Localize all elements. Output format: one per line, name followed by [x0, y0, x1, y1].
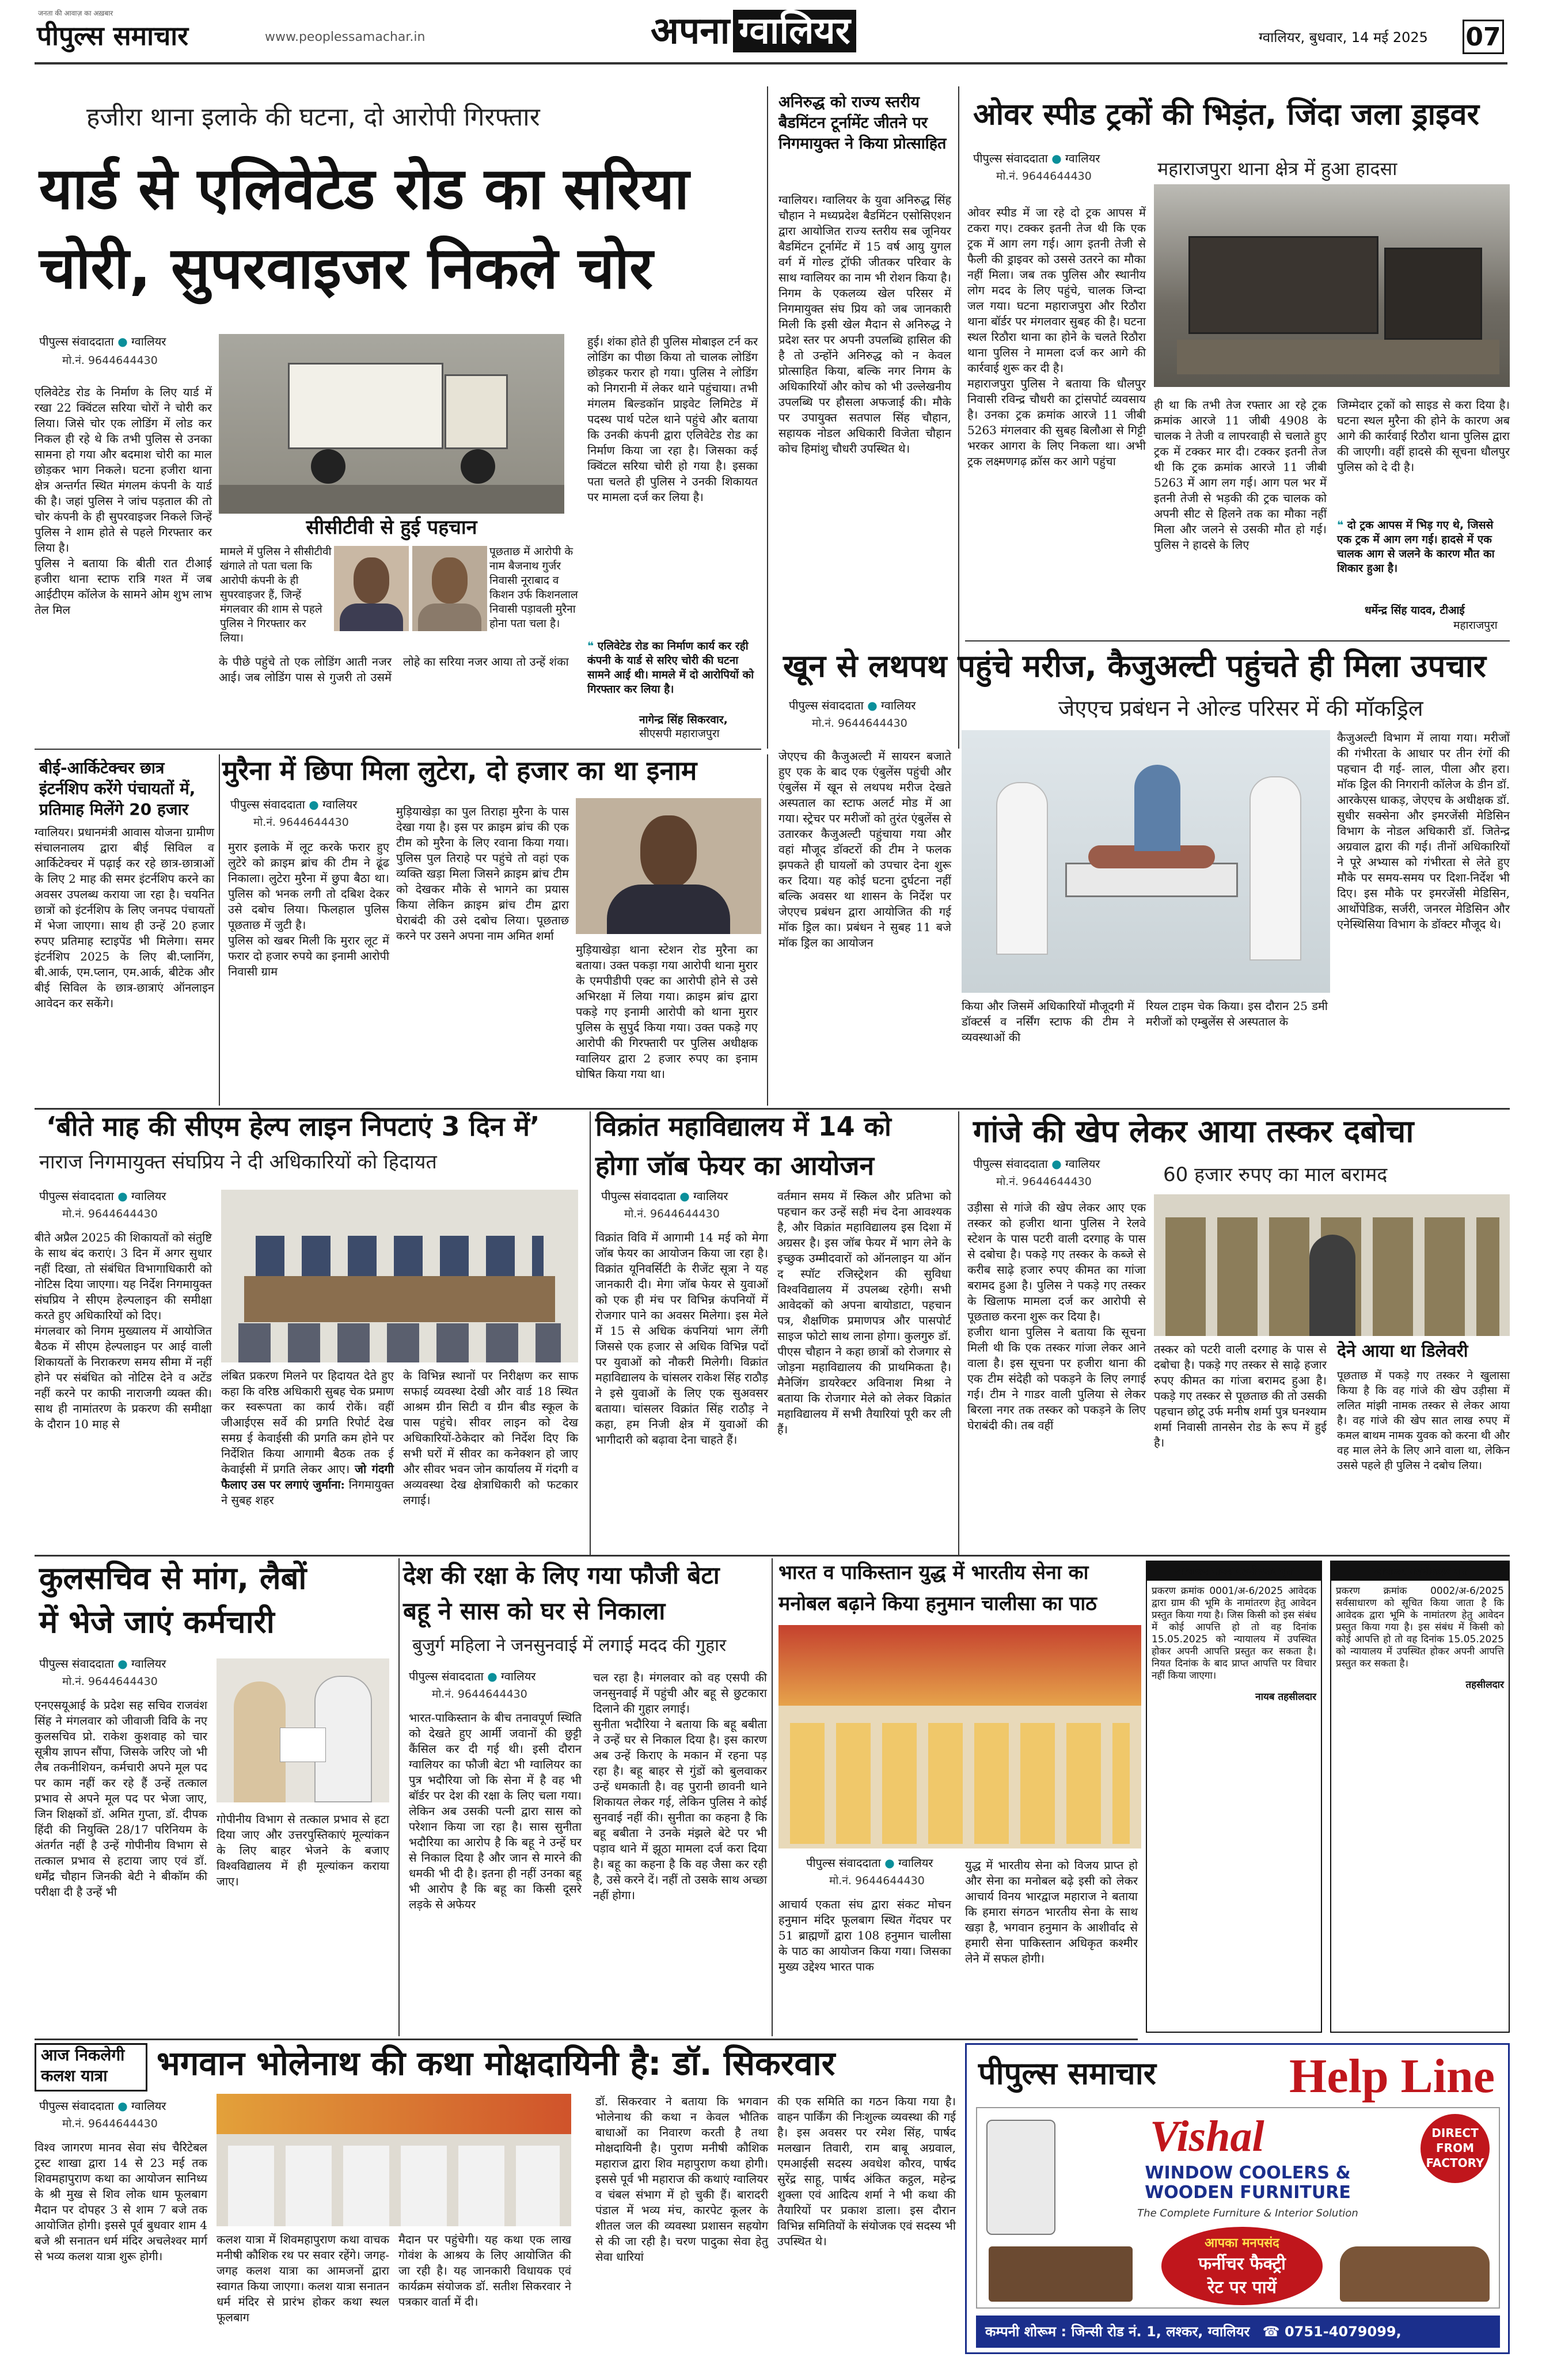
story3-col3: जिम्मेदार ट्रकों को साइड से करा दिया है। घटना स्थल मुरैना की होने के कारण अब आगे की कार्रवाई रिठौरा थाना पुलिस द्वारा की जाएगी। वहीं हादसे की सूचना धौलपुर पुलिस को दे दी है। [1337, 398, 1510, 474]
story5-col1: मुरार इलाके में लूट करके फरार हुए लुटेरे को क्राइम ब्रांच की टीम ने ढूंढ निकाला। लुटेरा मुरैना में छुपा बैठा था। पुलिस को भनक लगी तो दबिश देकर उसे दबोच लिया। फिलहाल पुलिस पूछताछ में जुटी है। पुलिस को खबर मिली कि मुरार लूट में फरार दो हजार रुपये का इनामी आरोपी निवासी ग्राम [228, 840, 389, 978]
vertical-rule [767, 754, 768, 1106]
story9-col1: उड़ीसा से गांजे की खेप लेकर आए एक तस्कर को हजीरा थाना पुलिस ने रेलवे स्टेशन के पास पटरी वाली दरगाह के पास से दबोचा है। पकड़े गए तस्कर के कब्जे से करीब साढ़े हजार रुपए कीमत का गांजा बरामद हुआ है। पुलिस ने पकड़े गए तस्कर के खिलाफ मामला दर्ज कर आरोपी से पूछताछ करना शुरू कर दिया है। हजीरा थाना पुलिस ने बताया कि सूचना मिली थी कि एक तस्कर गांजा लेकर आने वाला है। इस सूचना पर हजीरा थाना की एक टीम संदेही को पकड़ने के लिए लगाई गई। टीम ने गाडर वाली पुलिया से लेकर बिरला नगर तक तस्कर को पकड़ने के लिए घेराबंदी की। तब वहीं [967, 1201, 1146, 1432]
conference-table [244, 1276, 555, 1322]
fan-icon [986, 2120, 1055, 2235]
brand-name: Vishal [1150, 2112, 1264, 2161]
byline-place: ग्वालियर [693, 1189, 728, 1203]
notice-signature: नायब तहसीलदार [1255, 1691, 1316, 1703]
story9-mobile: मो.नं. 9644644430 [996, 1175, 1092, 1188]
helpline-phone[interactable]: 0751-4079099, 6269676261 [976, 2324, 1402, 2372]
masthead-rule [35, 62, 1507, 64]
legal-notice-left [1146, 1561, 1322, 2033]
story3-subhead: महाराजपुरा थाना क्षेत्र में हुआ हादसा [1157, 158, 1397, 180]
story1-quote [587, 639, 758, 708]
legal-notice-right [1330, 1561, 1510, 2033]
byline-reporter: पीपुल्स संवाददाता [39, 335, 114, 348]
story13-col2: कलश यात्रा में शिवमहापुराण कथा वाचक मनीषी कौशिक रथ पर सवार रहेंगे। जगह-जगह कलश यात्रा का आमजनों द्वारा स्वागत किया जाएगा। कलश यात्रा सनातन धर्म मंदिर से प्रारंभ होकर कथा स्थल फूलबाग [217, 2233, 389, 2324]
truck-wheel [311, 449, 345, 484]
doctor [1249, 776, 1301, 961]
story11-col1: भारत-पाकिस्तान के बीच तनावपूर्ण स्थिति को देखते हुए आर्मी जवानों की छुट्टी कैंसिल कर दी गई थी। इसी दौरान ग्वालियर का फौजी बेटा भी ग्वालियर का पुत्र भदौरिया जो कि सेना में है वह भी बॉर्डर पर देश की रक्षा के लिए चला गया। लेकिन अब उसकी पत्नी द्वारा सास को परेशान किया जा रहा है। सास सुनीता भदौरिया का आरोप है कि बहू ने उन्हें घर से निकाल दिया है और जान से मारने की धमकी भी दी है। इतना ही नहीं उनका बहू भी आरोप है कि बहू का किसी दूसरे लड़के से अफेयर [409, 1711, 582, 1911]
helpline-address: कम्पनी शोरूम : जिन्सी रोड नं. 1, लश्कर, ग्वालियर [985, 2324, 1250, 2340]
story10-col2: गोपीनीय विभाग से तत्काल प्रभाव से हटा दिया जाए और उत्तरपुस्तिकाएं मूल्यांकन के लिए बाहर भेजने के बजाए विश्वविद्यालय में ही मूल्यांकन कराया जाए। [217, 1812, 389, 1888]
story12-col1: आचार्य एकता संघ द्वारा संकट मोचन हनुमान मंदिर फूलबाग स्थित गेंदघर पर 51 ब्राह्मणों द्वारा 108 हनुमान चालीसा के पाठ का आयोजन किया गया। जिसका मुख्य उद्देश्य भारत पाक [778, 1897, 951, 1973]
story1-col4: हुई। शंका होते ही पुलिस मोबाइल टर्न कर लोडिंग का पीछा किया तो चालक लोडिंग छोड़कर फरार हो गया। पुलिस ने लोडिंग को निगरानी में लेकर थाने पहुंचाया। तभी मंगलम बिल्डकॉन प्राइवेट लिमिटेड में पदस्थ पार्थ पटेल थाने पहुंचे और बताया कि उनकी कंपनी द्वारा एलिवेटेड रोड का निर्माण किया जा रहा है। जिसका कई क्विंटल सरिया चोरी हो गया है। इसका पता चलते ही पुलिस ने उनकी शिकायत पर मामला दर्ज कर लिया है। [587, 335, 758, 504]
story7-col3: के विभिन्न स्थानों पर निरीक्षण कर साफ सफाई व्यवस्था देखी और वार्ड 18 स्थित आश्रम ग्रीन सिटी व ग्रीन बीड स्कूल के पास पहुंचे। सीवर लाइन को देख अधिकारियों-ठेकेदार को निर्देश दिए कि सभी घरों में सीवर का कनेक्शन हो जाए और सीवर भवन जोन कार्यालय में गंदगी व अव्यवस्था देख क्षेत्राधिकारी को फटकार लगाई। [403, 1369, 578, 1507]
story13-col3: मैदान पर पहुंचेगी। यह कथा एक लाख गोवंश के आश्रय के लिए आयोजित की जा रही है। यह जानकारी विधायक एवं कार्यक्रम संयोजक डॉ. सतीश सिकरवार ने पत्रकार वार्ता में दी। [398, 2233, 571, 2309]
story2-headline: अनिरुद्ध को राज्य स्तरीय बैडमिंटन टूर्नामेंट जीतने पर निगमायुक्त ने किया प्रोत्साहित [778, 93, 947, 153]
story3-bottom-rule [965, 640, 1510, 642]
byline-reporter: पीपुल्स संवाददाता [973, 1157, 1048, 1171]
attendees-row [238, 1323, 561, 1362]
story5-mobile: मो.नं. 9644644430 [253, 816, 349, 829]
vertical-rule [219, 754, 220, 1106]
story1-col1: एलिवेटेड रोड के निर्माण के लिए यार्ड में रखा 22 क्विंटल सरिया चोरों ने चोरी कर लिया। जिसे चोर एक लोडिंग में लोड कर निकल ही रहे थे कि तभी पुलिस से उनका सामना हो गया और बदमाश चोरी का माल छोड़कर भाग निकले। घटना हजीरा थाना क्षेत्र अन्तर्गत स्थित मंगलम कंपनी के यार्ड की है। जहां पुलिस ने जांच पड़ताल की तो चोर कंपनी के ही सुपरवाइजर निकले जिन्हें पुलिस ने शाम होते से पहले गिरफ्तार कर लिया है। पुलिस ने बताया कि बीती रात टीआई हजीरा थाना स्टाफ रात्रि गश्त में जब आईटीएम कॉलेज के सामने ओम शुभ लाभ तेल मिल [35, 385, 212, 617]
truck-wheel [461, 449, 495, 484]
person [234, 1681, 286, 1802]
notice-body: प्रकरण क्रमांक 0001/अ-6/2025 आवेदक द्वारा ग्राम की भूमि के नामांतरण हेतु आवेदन प्रस्तुत किया गया है। जिस किसी को इस संबंध में कोई आपत्ति हो तो वह दिनांक 15.05.2025 को न्यायालय में उपस्थित होकर अपनी आपत्ति प्रस्तुत कर सकता है। नियत दिनांक के बाद प्राप्त आपत्ति पर विचार नहीं किया जाएगा। [1152, 1585, 1316, 1681]
story12-hanuman-chalisa-photo [778, 1625, 1141, 1848]
story3-col1: ओवर स्पीड में जा रहे दो ट्रक आपस में टकरा गए। टक्कर इतनी तेज थी कि एक ट्रक में आग लग गई। आग इतनी तेजी से फैली की ड्राइवर को उससे उतरने का मौका नहीं मिला। जब तक पुलिस और स्थानीय लोग मदद के लिए पहुंचे, चालक जिन्दा जल गया। घटना महाराजपुरा और रिठौरा थाना बॉर्डर पर मंगलवार सुबह की है। घटना स्थल रिठौरा थाना का होने के चलते रिठौरा थाना पुलिस ने मामला दर्ज कर आगे की कार्रवाई शुरू कर दी है। महाराजपुरा पुलिस ने बताया कि धौलपुर निवासी रविन्द्र चौधरी का ट्रांसपोर्ट व्यवसाय है। उनका ट्रक क्रमांक आरजे 11 जीबी 5263 मंगलवार की सुबह बिलौआ से गिट्टी भरकर आगरा के लिए निकला था। अभी ट्रक लक्ष्मणगढ़ क्रॉस कर आगे पहुंचा [967, 206, 1146, 468]
story10-headline-1: कुलसचिव से मांग, लैबों [39, 1560, 307, 1596]
story12-headline-1: भारत व पाकिस्तान युद्ध में भारतीय सेना का [778, 1561, 1089, 1584]
story10-mobile: मो.नं. 9644644430 [62, 1675, 158, 1688]
story9-headline: गांजे की खेप लेकर आया तस्कर दबोचा [973, 1113, 1414, 1149]
notice-body: प्रकरण क्रमांक 0002/अ-6/2025 सर्वसाधारण को सूचित किया जाता है कि आवेदक द्वारा भूमि के नामांतरण हेतु आवेदन प्रस्तुत किया गया है। इस संबंध में किसी को कोई आपत्ति हो तो वह दिनांक 15.05.2025 को न्यायालय में उपस्थित होकर अपनी आपत्ति प्रस्तुत कर सकता है। [1336, 1585, 1504, 1669]
byline-place: ग्वालियर [1065, 151, 1100, 165]
page-number: 07 [1463, 20, 1504, 54]
story3-col2: ही था कि तभी तेज रफ्तार आ रहे ट्रक क्रमांक आरजे 11 जीबी 4908 के चालक ने तेजी व लापरवाही से चलाते हुए ट्रक में टक्कर मार दी। टक्कर इतनी तेज थी कि ट्रक क्रमांक आरजे 11 जीबी 5263 में आग लग गई। आग पल भर में इतनी तेजी से भड़की की ट्रक चालक को अपनी सीट से हिलने तक का मौका नहीं मिला और जलने से उसकी मौत हो गई। पुलिस ने हादसे के लिए [1154, 398, 1327, 552]
story12-headline-2: मनोबल बढ़ाने किया हनुमान चालीसा का पाठ [778, 1592, 1097, 1615]
story3-byline: पीपुल्स संवाददाता ● ग्वालियर [973, 151, 1100, 165]
story1-photo-caption: सीसीटीवी से हुई पहचान [219, 514, 564, 541]
story9-police-photo [1154, 1194, 1510, 1336]
furniture-icon [989, 2246, 1133, 2302]
burnt-truck-body [1188, 236, 1378, 334]
truck-body [288, 363, 443, 449]
byline-place: ग्वालियर [131, 2099, 166, 2113]
story11-subhead: बुजुर्ग महिला ने जनसुनवाई में लगाई मदद की गुहार [412, 1635, 727, 1656]
story6-subhead: जेएएच प्रबंधन ने ओल्ड परिसर में की मॉकड्रिल [1058, 696, 1423, 721]
offer-line-1: आपका मनपसंद [1205, 2236, 1279, 2250]
story13-press-photo [217, 2094, 571, 2226]
story11-col2: चल रहा है। मंगलवार को वह एसपी की जनसुनवाई में पहुंची और बहू से छुटकारा दिलाने की गुहार लगाई। सुनीता भदौरिया ने बताया कि बहू बबीता ने उन्हें घर से निकाल दिया है। इस कारण अब उन्हें किराए के मकान में रहना पड़ रहा है। बहू बाहर से गुंडों को बुलवाकर उन्हें धमकाती है। वह पुरानी छावनी थाने शिकायत लेकर गई, लेकिन पुलिस ने कोई सुनवाई नहीं की। सुनीता का कहना है कि बहू बबीता ने उनके मंझले बेटे पर भी पड़ाव थाने में झूठा मामला दर्ज करा दिया है। बहू का कहना है कि वह जैसा कर रही है, उसे करने दें। नहीं तो उसके साथ अच्छा नहीं होगा। [593, 1671, 767, 1902]
story9-subhead: 60 हजार रुपए का माल बरामद [1163, 1163, 1388, 1186]
row-rule [35, 2039, 1138, 2040]
story11-headline-2: बहू ने सास को घर से निकाला [403, 1597, 666, 1625]
story1-inset-left: मामले में पुलिस ने सीसीटीवी खंगाले तो पता चला कि आरोपी कंपनी के ही सुपरवाइजर हैं, जिन्हें मंगलवार की शाम से पहले पुलिस ने गिरफ्तार कर लिया। [220, 545, 332, 644]
story1-inset-right: पूछताछ में आरोपी के नाम बैजनाथ गुर्जर निवासी नूराबाद व किशन उर्फ किशनलाल निवासी पड़ावली मुरैना होना पता चला है। [489, 545, 578, 630]
byline-reporter: पीपुल्स संवाददाता [230, 798, 305, 811]
temple-backdrop [778, 1625, 1141, 1706]
suspect-photo-2 [412, 546, 487, 631]
website-link[interactable]: www.peoplessamachar.in [265, 30, 426, 44]
story9-col2: तस्कर को पटरी वाली दरगाह के पास से दबोचा है। पकड़े गए तस्कर से साढ़े हजार रुपए कीमत का गांजा बरामद हुआ है। पकड़े गए तस्कर से पूछताछ की तो उसकी पहचान छोटू उर्फ मनीष शर्मा पुत्र घनश्याम शर्मा निवासी तानसेन रोड के रूप में हुई है। [1154, 1342, 1327, 1449]
suspect-photo-1 [334, 546, 409, 631]
story13-kicker-1: आज निकलेगी [41, 2045, 125, 2064]
offer-burst [1161, 2227, 1323, 2305]
story4-headline-3: प्रतिमाह मिलेंगे 20 हजार [39, 800, 189, 819]
attendees-row [256, 1236, 544, 1276]
truck-cabin [445, 374, 508, 449]
helpline-inner-box [976, 2107, 1500, 2309]
notice-signature: तहसीलदार [1465, 1679, 1504, 1691]
notice-title: न्यायालय तहसीलदार वृत्त [1331, 1562, 1509, 1581]
story13-col5: की एक समिति का गठन किया गया है। वाहन पार्किंग की निःशुल्क व्यवस्था की गई है। इस अवसर पर रमेश सिंह, पार्षद मलखान तिवारी, राम बाबू अग्रवाल, एमआईसी सदस्य अवधेश कौरव, पार्षद सुरेंद्र साहू, पार्षद अंकित कट्ठल, महेन्द्र शुक्ला एवं आदित्य शर्मा ने भी कथा की तैयारियों पर प्रकाश डाला। इस दौरान विभिन्न समितियों के संयोजक एवं सदस्य भी उपस्थित थे। [777, 2094, 956, 2248]
story11-byline: पीपुल्स संवाददाता ● ग्वालियर [409, 1669, 536, 1683]
section-title [651, 8, 939, 54]
row-rule [35, 1555, 1510, 1557]
story3-mobile: मो.नं. 9644644430 [996, 170, 1092, 183]
story8-col2: वर्तमान समय में स्किल और प्रतिभा को पहचान कर उन्हें सही मंच देना आवश्यक है, और विक्रांत महाविद्यालय इस दिशा में अग्रसर है। इस जॉब फेयर में भाग लेने के इच्छुक उम्मीदवारों को ऑनलाइन या ऑन द स्पॉट रजिस्ट्रेशन की सुविधा विश्वविद्यालय में उपलब्ध रहेगी। सभी आवेदकों को अपना बायोडाटा, पहचान पत्र, शैक्षणिक प्रमाणपत्र और पासपोर्ट साइज फोटो साथ लाना होगा। कुलगुरु डॉ. पीएस चौहान ने कहा छात्रों को रोजगार से जोड़ना महाविद्यालय की प्राथमिकता है। मैनेजिंग डायरेक्टर अविनाश मिश्रा ने बताया कि रोजगार मेले को लेकर विक्रांत महाविद्यालय में सभी तैयारियां पूरी कर ली हैं। [777, 1189, 951, 1436]
masthead [0, 0, 1542, 64]
story10-memorandum-photo [217, 1658, 389, 1802]
story2-body: ग्वालियर। ग्वालियर के युवा अनिरुद्ध सिंह चौहान ने मध्यप्रदेश बैडमिंटन एसोसिएशन द्वारा आयोजित राज्य स्तरीय सब जूनियर बैडमिंटन टूर्नामेंट में 15 वर्ष आयु युगल वर्ग में गोल्ड ट्रॉफी जीतकर परिवार के साथ ग्वालियर का नाम भी रोशन किया है। निगम के एकलव्य खेल परिसर में निगमायुक्त संघ प्रिय को जब जानकारी मिली कि इसी खेल मैदान से अनिरुद्ध ने प्रदेश स्तर पर अपनी उपलब्धि हासिल की है तो उन्होंने अनिरुद्ध को न केवल प्रोत्साहित किया, बल्कि नगर निगम के अधिकारियों और कोच को भी उल्लेखनीय उपलब्धि पर हौसला अफजाई की। मौके पर उपायुक्त सतपाल सिंह चौहान, सहायक नोडल अधिकारी विजेता चौहान कोच हिमांशु चौधरी उपस्थित थे। [778, 193, 951, 455]
story3-headline: ओवर स्पीड ट्रकों की भिड़ंत, जिंदा जला ड्राइवर [973, 97, 1479, 132]
shoulders [340, 603, 403, 631]
story8-headline-1: विक्रांत महाविद्यालय में 14 को [595, 1111, 891, 1142]
story12-byline: पीपुल्स संवाददाता ● ग्वालियर [806, 1856, 933, 1870]
paper-logo: पीपुल्स समाचार [37, 20, 189, 51]
story7-col2-text: लंबित प्रकरण मिलने पर हिदायत देते हुए कहा कि वरिष्ठ अधिकारी सुबह चेक प्रमाण कर स्वरूपता का कार्य रोकें। वहीं जीआईएस सर्वे की प्रगति रिपोर्ट देख समग्र ई केवाईसी की प्रगति कम होने पर निर्देशित किया आगामी बैठक तक ई केवाईसी में प्रगति लेकर आए। [221, 1369, 394, 1476]
helpline-title: Help Line [1289, 2049, 1495, 2103]
story13-headline: भगवान भोलेनाथ की कथा मोक्षदायिनी है: डॉ. सिकरवार [157, 2044, 835, 2083]
accused-figure [1309, 1235, 1355, 1336]
row-rule [35, 1108, 1510, 1110]
byline-place: ग्वालियर [898, 1856, 933, 1870]
story6-col4: कैजुअल्टी विभाग में लाया गया। मरीजों की गंभीरता के आधार पर तीन रंगों की पहचान दी गई- लाल, पीला और हरा। मॉक ड्रिल की निगरानी कॉलेज के डीन डॉ. आरकेएस धाकड़, जेएएच के अधीक्षक डॉ. सुधीर सक्सेना और इमरजेंसी मेडिसिन विभाग के नोडल अधिकारी डॉ. जितेन्द्र अग्रवाल द्वारा की गई। तीनों अधिकारियों ने पूरे अभ्यास को गंभीरता से लेते हुए मौके पर समय-समय पर दिशा-निर्देश भी दिए। इस मौके पर इमरजेंसी मेडिसिन, आर्थोपेडिक, सर्जरी, जनरल मेडिसिन और एनेस्थिसिया विभाग के डॉक्टर मौजूद थे। [1337, 731, 1510, 931]
offer-line-2: फर्नीचर फैक्ट्री [1198, 2254, 1286, 2274]
face [640, 815, 697, 888]
vertical-rule [958, 1111, 959, 1555]
story9-sidebar-body: पूछताछ में पकड़े गए तस्कर ने खुलासा किया है कि वह गांजे की खेप उड़ीसा में ललित मांझी नामक तस्कर से लेकर आया है। वह गांजे की खेप सात लाख रुपए में कमल बाथम नामक युवक को करना थी और वह माल लेने के लिए आने वाला था, लेकिन उससे पहले ही पुलिस ने दबोच लिया। [1337, 1369, 1510, 1472]
story5-accused-photo [576, 798, 761, 934]
story12-col2: युद्ध में भारतीय सेना को विजय प्राप्त हो और सेना का मनोबल बढ़े इसी को लेकर आचार्य विनय भारद्वाज महाराज ने बताया कि हमारा संगठन भारतीय सेना के साथ खड़ा है, भगवान हनुमान के आशीर्वाद से हमारी सेना पाकिस्तान अधिकृत कश्मीर लेने में सफल होगी। [965, 1858, 1138, 1965]
brand-tagline: The Complete Furniture & Interior Solution [1137, 2207, 1358, 2219]
offer-line-3: रेट पर पायें [1207, 2277, 1277, 2298]
helpline-address-bar [976, 2316, 1500, 2372]
byline-place: ग्वालियर [131, 1189, 166, 1203]
story1-below-photo: के पीछे पहुंचे तो एक लोडिंग आती नजर आई। जब लोडिंग पास से गुजरी तो उसमें लोहे का सरिया नजर आया तो उन्हें शंका [219, 655, 569, 684]
story11-headline-1: देश की रक्षा के लिए गया फौजी बेटा [403, 1561, 720, 1589]
story5-col3: मुड़ियाखेड़ा थाना स्टेशन रोड मुरैना का बताया। उक्त पकड़ा गया आरोपी थाना मुरार के एमपीडीपी एक्ट का आरोपी होने से उसे अभिरक्षा में लिया गया। क्राइम ब्रांच द्वारा पकड़े गए इनामी आरोपी को थाना मुरार पुलिस के सुपुर्द किया गया। उक्त पकड़े गए आरोपी की गिरफ्तारी पर पुलिस अधीक्षक ग्वालियर द्वारा 2 हजार रुपए का इनाम घोषित किया गया था। [576, 943, 758, 1081]
face [354, 557, 389, 603]
doctor [996, 782, 1048, 955]
story8-col1: विक्रांत विवि में आगामी 14 मई को मेगा जॉब फेयर का आयोजन किया जा रहा है। विक्रांत यूनिवर्सिटी के रीजेंट सूत्रा ने यह जानकारी दी। मेगा जॉब फेयर से युवाओं को एक ही मंच पर विभिन्न कंपनियों में रोजगार पाने का अवसर मिलेगा। इस मेले में 15 से अधिक कंपनियां भाग लेंगी जिससे एक हजार से अधिक विभिन्न पदों पर युवाओं को नौकरी मिलेगी। विक्रांत महाविद्यालय के चांसलर राकेश सिंह राठौड़ ने इसे युवाओं के लिए एक सुअवसर बताया। चांसलर विक्रांत सिंह राठौड़ ने कहा, हम निजी क्षेत्र में युवाओं की भागीदारी को बढ़ावा देना चाहते हैं। [595, 1231, 768, 1447]
story6-headline: खून से लथपथ पहुंचे मरीज, कैजुअल्टी पहुंचते ही मिला उपचार [783, 648, 1486, 684]
story5-headline: मुरैना में छिपा मिला लुटेरा, दो हजार का था इनाम [222, 755, 697, 786]
story3-quote [1337, 518, 1510, 593]
story6-byline: पीपुल्स संवाददाता ● ग्वालियर [789, 699, 916, 712]
story13-kicker-2: कलश यात्रा [41, 2066, 108, 2086]
quote-mark: ❝ [1337, 519, 1344, 532]
story3-burnt-truck-photo [1154, 184, 1510, 387]
speakers-row [228, 2146, 560, 2226]
story6-col1: जेएएच की कैजुअल्टी में सायरन बजाते हुए एक के बाद एक एंबुलेंस पहुंची और एंबुलेंस में खून से लथपथ मरीज देखते अस्पताल का स्टाफ अलर्ट मोड में आ गया। स्ट्रेचर पर मरीजों को तुरंत एंबुलेंस से उतारकर कैजुअल्टी पहुंचाया गया और वहां मौजूद डॉक्टरों की टीम ने फलक झपकते ही घायलों को उपचार देना शुरू कर दिया। यह कोई घटना दुर्घटना नहीं बल्कि अवसर था शासन के निर्देश पर जेएएच प्रबंधन द्वारा आयोजित की गई मॉक ड्रिल का। प्रबंधन ने सुबह 11 बजे मॉक ड्रिल का आयोजन [778, 749, 951, 950]
story1-bottom-rule [35, 749, 761, 750]
nurse [1134, 765, 1180, 851]
byline-reporter: पीपुल्स संवाददाता [39, 1657, 114, 1671]
story5-col2: मुड़ियाखेड़ा का पुल तिराहा मुरैना के पास देखा गया है। इस पर क्राइम ब्रांच की एक टीम को मुरैना के लिए रवाना किया गया। पुलिस पुल तिराहे पर पहुंचे तो वहां एक व्यक्ति खड़ा मिला जिसने क्राइम ब्रांच टीम को देखकर मौके से भागने का प्रयास किया लेकिन क्राइम ब्रांच टीम द्वारा घेराबंदी की उसे दबोच लिया। पूछताछ करने पर उसने अपना नाम अमित शर्मा [396, 804, 569, 943]
byline-place: ग्वालियर [501, 1669, 536, 1683]
vertical-rule [590, 1111, 591, 1555]
story13-col4: डॉ. सिकरवार ने बताया कि भगवान भोलेनाथ की कथा न केवल भौतिक बाधाओं का निवारण करती है तथा मोक्षदायिनी है। पुराण मनीषी कौशिक महाराज द्वारा शिव महापुराण कथा होगी। इससे पूर्व भी महाराज की कथाएं ग्वालियर व चंबल संभाग में हो चुकी हैं। बारादरी पंडाल में भव्य मंच, कारपेट कूलर के शीतल जल की व्यवस्था प्रशासन सहयोग से की जा रही है। चरण पादुका सेवा हेतु सेवा धारियां [595, 2094, 768, 2264]
byline-reporter: पीपुल्स संवाददाता [39, 2099, 114, 2113]
paper-tagline: जनता की आवाज़ का अख़बार [38, 9, 113, 17]
sofa-icon [1340, 2246, 1490, 2302]
story10-col1: एनएसयूआई के प्रदेश सह सचिव राजवंश सिंह ने मंगलवार को जीवाजी विवि के नए कुलसचिव प्रो. राकेश कुशवाह को चार सूत्रीय ज्ञापन सौंपा, जिसके जरिए जो भी लैब तकनीशियन, कर्मचारी अपने मूल पद पर काम नहीं कर रहे हैं उन्हें तत्काल प्रभाव से अपने मूल पद पर भेजा जाए, जिन शिक्षकों डॉ. अमित गुप्ता, डॉ. दीपक हिंदी की नियुक्ति 28/17 परिनियम के अंतर्गत नहीं है उन्हें गोपीनीय विभाग से तत्काल प्रभाव से हटाया जाए एवं डॉ. धर्मेंद्र चौहान जिनकी बेटी ने बीकॉम की परीक्षा दी है उन्हें भी [35, 1698, 207, 1899]
factory-badge: DIRECT FROM FACTORY [1421, 2114, 1490, 2183]
story5-byline: पीपुल्स संवाददाता ● ग्वालियर [230, 798, 358, 811]
story9-sidebar-title: देने आया था डिलेवरी [1337, 1341, 1468, 1361]
quote-text: एलिवेटेड रोड का निर्माण कार्य कर रही कंपनी के यार्ड से सरिए चोरी की घटना सामने आई थी। मामले में दो आरोपियों को गिरफ्तार कर लिया है। [587, 640, 754, 696]
byline-place: ग्वालियर [131, 335, 166, 348]
story1-mobile: मो.नं. 9644644430 [62, 354, 158, 367]
story7-meeting-photo [221, 1190, 578, 1362]
story3-quote-role: महाराजपुरा [1453, 619, 1498, 632]
story13-col1: विश्व जागरण मानव सेवा संघ चैरिटेबल ट्रस्ट शाखा द्वारा 14 से 23 मई तक शिवमहापुराण कथा का आयोजन सानिध्य के श्री मुख से शिव लोक धाम फूलबाग मैदान पर दोपहर 3 से शाम 7 बजे तक आयोजित होगी। इससे पूर्व बुधवार शाम 4 बजे श्री सनातन धर्म मंदिर अचलेश्वर मार्ग से भव्य कलश यात्रा शुरू होगी। [35, 2140, 207, 2263]
burnt-truck-cabin [1384, 248, 1482, 340]
story8-byline: पीपुल्स संवाददाता ● ग्वालियर [601, 1189, 728, 1203]
story4-headline-2: इंटर्नशिप करेंगे पंचायतों में, [39, 779, 196, 798]
story8-mobile: मो.नं. 9644644430 [624, 1208, 720, 1220]
story13-kicker-box [35, 2043, 147, 2091]
story3-quote-by: धर्मेन्द्र सिंह यादव, टीआई [1365, 604, 1465, 617]
banner [217, 2094, 571, 2134]
dateline: ग्वालियर, बुधवार, 14 मई 2025 [1259, 29, 1428, 45]
section-name: ग्वालियर [733, 10, 856, 52]
story13-byline: पीपुल्स संवाददाता ● ग्वालियर [39, 2099, 166, 2113]
vertical-rule [772, 1558, 773, 2036]
story1-quote-role: सीएसपी महाराजपुरा [639, 727, 720, 740]
helpline-paper-name: पीपुल्स समाचार [978, 2055, 1156, 2091]
story7-col2 [221, 1368, 394, 1552]
story6-mobile: मो.नं. 9644644430 [812, 717, 907, 730]
story1-headline-1: यार्ड से एलिवेटेड रोड का सरिया [39, 155, 689, 222]
story4-headline-1: बीई-आर्किटेक्चर छात्र [39, 758, 165, 777]
phone-icon: ☎ [1262, 2324, 1280, 2340]
story10-byline: पीपुल्स संवाददाता ● ग्वालियर [39, 1657, 166, 1671]
story7-col2-bold: जो गंदगी फैलाए उस पर लगाएं जुर्माना: [221, 1462, 394, 1491]
story7-subhead: नाराज निगमायुक्त संघप्रिय ने दी अधिकारियों को हिदायत [39, 1151, 437, 1174]
story6-col3: रियल टाइम चेक किया। इस दौरान 25 डमी मरीजों को एम्बुलेंस से अस्पताल के [1146, 999, 1328, 1028]
memorandum-paper [280, 1728, 326, 1762]
story7-col2-rest: निगमायुक्त ने सुबह शहर [221, 1478, 394, 1507]
brand-line: WINDOW COOLERS & WOODEN FURNITURE [1145, 2163, 1351, 2203]
helpline-ad[interactable] [965, 2043, 1510, 2372]
story6-mockdrill-photo [962, 730, 1330, 993]
priests-seated [790, 1723, 1130, 1844]
story9-byline: पीपुल्स संवाददाता ● ग्वालियर [973, 1157, 1100, 1171]
story13-mobile: मो.नं. 9644644430 [62, 2117, 158, 2130]
quote-text: दो ट्रक आपस में भिड़ गए थे, जिससे एक ट्रक में आग लग गई। हादसे में एक चालक आग से जलने के कारण मौत का शिकार हुआ है। [1337, 519, 1495, 575]
byline-place: ग्वालियर [881, 699, 916, 712]
story4-body: ग्वालियर। प्रधानमंत्री आवास योजना ग्रामीण संचालनालय द्वारा बीई सिविल व आर्किटेक्चर में पढ़ाई कर रहे छात्र-छात्राओं के लिए 2 माह की समर इंटर्नशिप करने का अवसर उपलब्ध कराया जा रहा है। चयनित छात्रों को इंटर्नशिप के लिए जनपद पंचायतों में भेजा जाएगा। साथ ही उन्हें 20 हजार रुपए प्रतिमाह स्टाइपेंड भी मिलेगा। समर इंटर्नशिप 2025 के लिए बी.प्लानिंग, बी.आर्क, एम.प्लान, एम.आर्क, बीटेक और बीई सिविल के छात्र-छात्राएं ऑनलाइन आवेदन कर सकेंगे। [35, 825, 214, 1010]
story7-mobile: मो.नं. 9644644430 [62, 1208, 158, 1220]
story1-kicker: हजीरा थाना इलाके की घटना, दो आरोपी गिरफ्तार [86, 103, 540, 132]
section-prefix: अपना [651, 10, 730, 52]
byline-place: ग्वालियर [322, 798, 358, 811]
notice-title: न्यायालय नायब तहसीलदार वृत्त [1147, 1562, 1321, 1581]
story6-col2: किया और जिसमें अधिकारियों मौजूदगी में डॉक्टर्स व नर्सिंग स्टाफ की टीम ने व्यवस्थाओं की [962, 999, 1134, 1044]
byline-reporter: पीपुल्स संवाददाता [601, 1189, 676, 1203]
story8-headline-2: होगा जॉब फेयर का आयोजन [595, 1150, 874, 1181]
story7-headline: ‘बीते माह की सीएम हेल्प लाइन निपटाएं 3 दिन में’ [46, 1111, 540, 1142]
shoulders [607, 885, 730, 934]
story1-truck-photo [219, 334, 564, 518]
byline-place: ग्वालियर [131, 1657, 166, 1671]
story10-headline-2: में भेजे जाएं कर्मचारी [39, 1604, 275, 1640]
quote-mark: ❝ [587, 640, 594, 652]
vertical-rule [767, 86, 768, 749]
story1-headline-2: चोरी, सुपरवाइजर निकले चोर [39, 234, 653, 302]
byline-reporter: पीपुल्स संवाददाता [39, 1189, 114, 1203]
story7-col1: बीते अप्रैल 2025 की शिकायतों को संतुष्टि के साथ बंद कराएं। 3 दिन में अगर सुधार नहीं दिखा, तो संबंधित विभागाधिकारी को नोटिस दिया जाएगा। यह निर्देश निगमायुक्त संघप्रिय ने सीएम हेल्पलाइन की समीक्षा करते हुए अधिकारियों को दिए। मंगलवार को निगम मुख्यालय में आयोजित बैठक में सीएम हेल्पलाइन पर आई वाली शिकायतों के निराकरण समय सीमा में नहीं होने पर संबंधित को नोटिस देने व अटेंड नहीं करने पर काफी नाराजगी व्यक्त की। साथ ही नामांतरण के प्रकरण की समीक्षा के दौरान 10 माह से [35, 1231, 212, 1431]
byline-reporter: पीपुल्स संवाददाता [806, 1856, 881, 1870]
story7-byline: पीपुल्स संवाददाता ● ग्वालियर [39, 1189, 166, 1203]
byline-reporter: पीपुल्स संवाददाता [973, 151, 1048, 165]
face [432, 557, 468, 603]
shoulders [418, 603, 481, 631]
vertical-rule [398, 1558, 400, 2036]
story1-quote-by: नागेन्द्र सिंह सिकरवार, [639, 713, 728, 726]
byline-place: ग्वालियर [1065, 1157, 1100, 1171]
byline-reporter: पीपुल्स संवाददाता [409, 1669, 484, 1683]
story12-mobile: मो.नं. 9644644430 [829, 1874, 925, 1887]
byline-reporter: पीपुल्स संवाददाता [789, 699, 864, 712]
story1-byline: पीपुल्स संवाददाता ● ग्वालियर [39, 335, 166, 348]
story11-mobile: मो.नं. 9644644430 [432, 1688, 527, 1700]
crowd [1177, 340, 1499, 374]
